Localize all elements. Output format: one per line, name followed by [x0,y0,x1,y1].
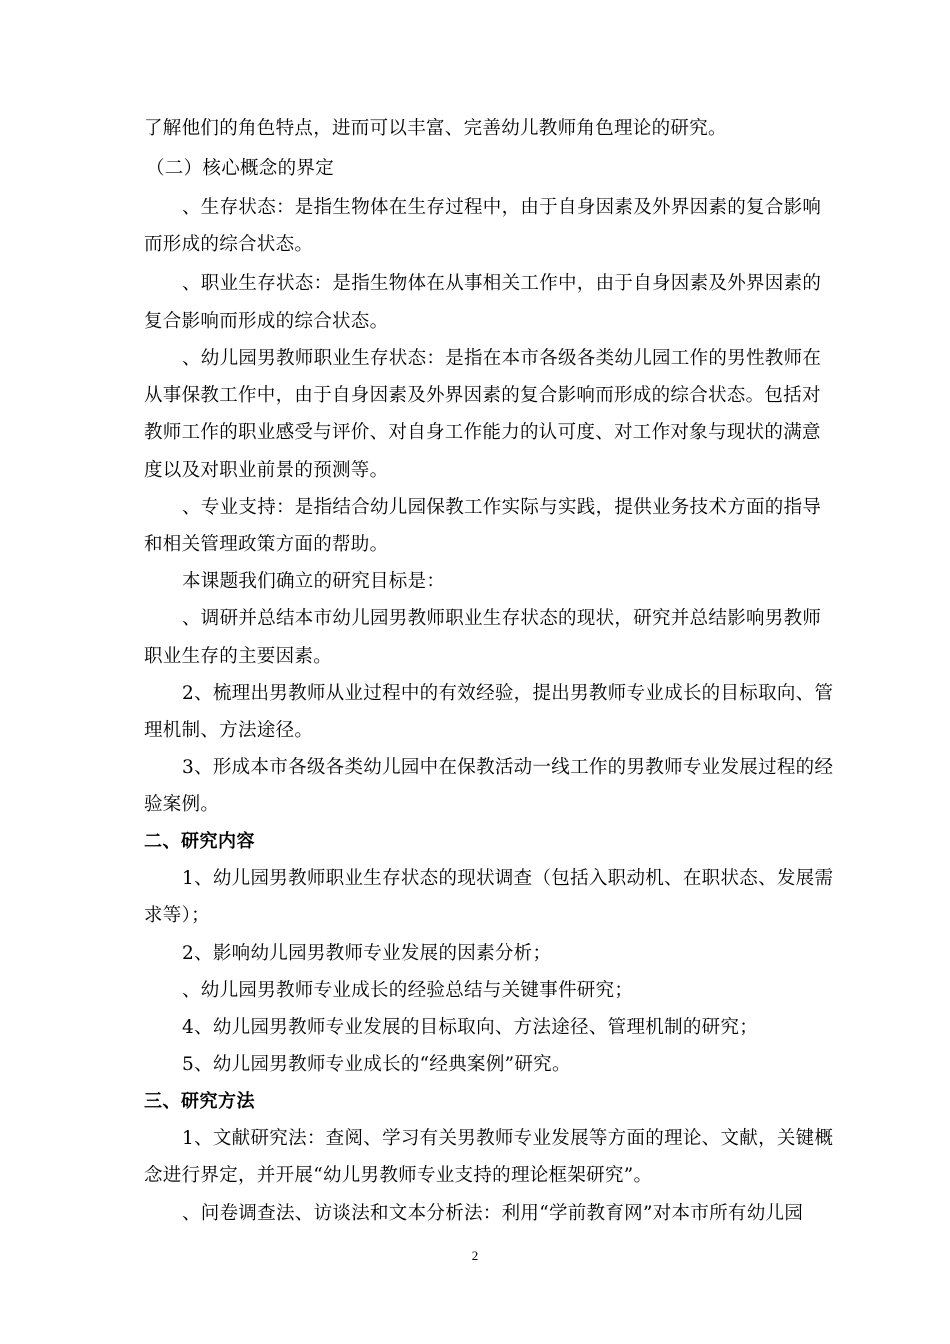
paragraph-line: 求等）； [144,905,210,926]
paragraph-line: 、幼儿园男教师职业生存状态：是指在本市各级各类幼儿园工作的男性教师在 [182,348,822,369]
paragraph-line: 2、梳理出男教师从业过程中的有效经验，提出男教师专业成长的目标取向、管 [182,683,834,704]
paragraph-line: 本课题我们确立的研究目标是： [182,571,446,592]
paragraph-line: 、职业生存状态：是指生物体在从事相关工作中，由于自身因素及外界因素的 [182,273,822,294]
paragraph-line: 从事保教工作中，由于自身因素及外界因素的复合影响而形成的综合状态。包括对 [144,385,821,406]
page-number: 2 [471,1248,479,1263]
paragraph-line: 理机制、方法途径。 [144,720,314,741]
paragraph-line: 5、幼儿园男教师专业成长的“经典案例”研究。 [182,1054,571,1075]
paragraph-line: 3、形成本市各级各类幼儿园中在保教活动一线工作的男教师专业发展过程的经 [182,757,834,778]
paragraph-line: 、专业支持：是指结合幼儿园保教工作实际与实践，提供业务技术方面的指导 [182,497,822,518]
paragraph-line: 2、影响幼儿园男教师专业发展的因素分析； [182,943,552,964]
paragraph-line: 职业生存的主要因素。 [144,646,333,667]
paragraph-line: 、问卷调查法、访谈法和文本分析法：利用“学前教育网”对本市所有幼儿园 [182,1203,804,1224]
paragraph-line: 、幼儿园男教师专业成长的经验总结与关键事件研究； [182,980,634,1001]
paragraph-line: 、调研并总结本市幼儿园男教师职业生存状态的现状，研究并总结影响男教师 [182,608,822,629]
section-subheading: （二）核心概念的界定 [146,158,335,179]
paragraph-line: 教师工作的职业感受与评价、对自身工作能力的认可度、对工作对象与现状的满意 [144,422,821,443]
paragraph-line: 1、文献研究法：查阅、学习有关男教师专业发展等方面的理论、文献，关键概 [182,1128,834,1149]
paragraph-line: 验案例。 [144,794,220,815]
section-heading-content: 二、研究内容 [144,831,255,852]
section-heading-methods: 三、研究方法 [144,1091,255,1112]
paragraph-line: 念进行界定，并开展“幼儿男教师专业支持的理论框架研究”。 [144,1165,653,1186]
paragraph-line: 而形成的综合状态。 [144,234,314,255]
paragraph-line: 、生存状态：是指生物体在生存过程中，由于自身因素及外界因素的复合影响 [182,197,822,218]
paragraph-line: 度以及对职业前景的预测等。 [144,460,389,481]
paragraph-line: 1、幼儿园男教师职业生存状态的现状调查（包括入职动机、在职状态、发展需 [182,868,834,889]
paragraph-line: 复合影响而形成的综合状态。 [144,311,389,332]
paragraph-line: 4、幼儿园男教师专业发展的目标取向、方法途径、管理机制的研究； [182,1017,759,1038]
paragraph-line: 了解他们的角色特点，进而可以丰富、完善幼儿教师角色理论的研究。 [144,118,727,139]
paragraph-line: 和相关管理政策方面的帮助。 [144,534,389,555]
